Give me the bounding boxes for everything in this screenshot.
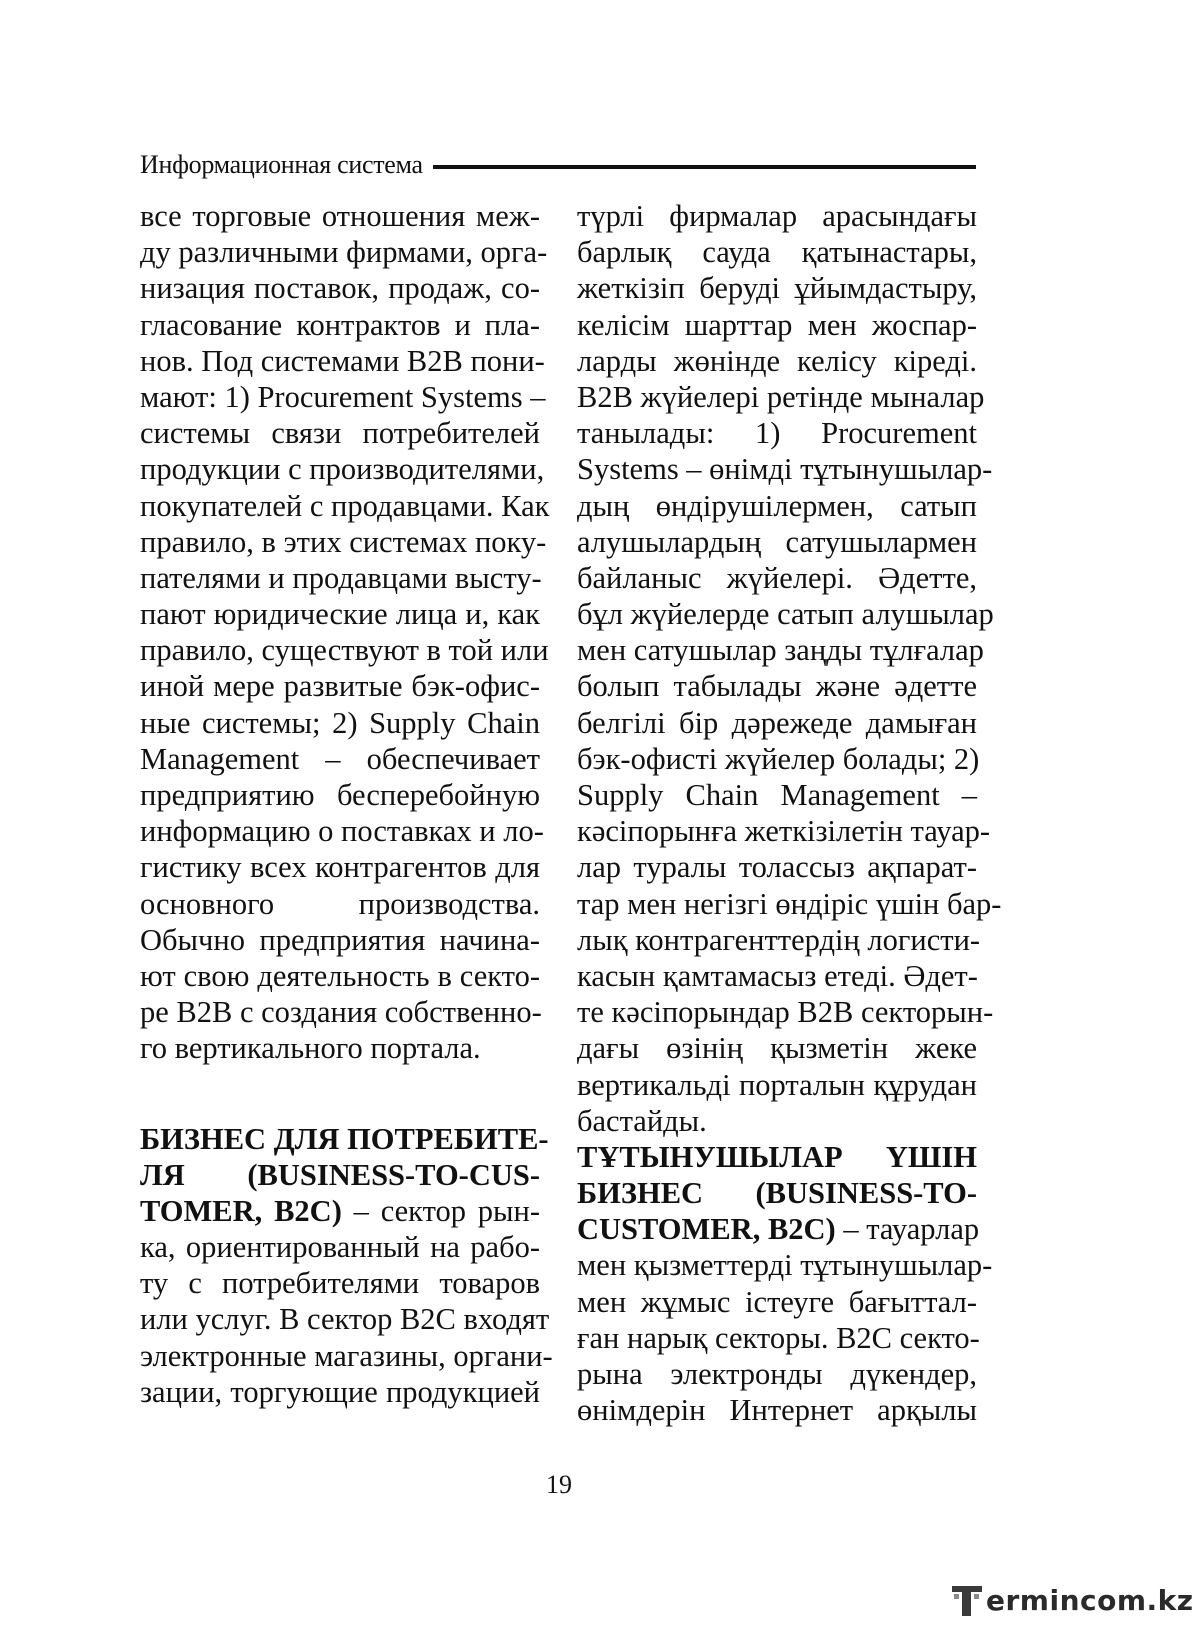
left-line-21: Обычно предприятия начина- (140, 922, 540, 957)
right-heading-line-2: БИЗНЕС (BUSINESS-TO- (577, 1176, 977, 1211)
left-heading-bold-tail: TOMER, B2C) (140, 1193, 342, 1228)
left-column (140, 198, 553, 1410)
right-line-22: касын қамтамасыз етеді. Әдет- (577, 958, 978, 993)
left-paragraph-gap (140, 1067, 540, 1121)
left-line-8: продукции с производителями, (140, 452, 545, 487)
right-after-line-3: ған нарық секторы. В2С секто- (577, 1320, 980, 1355)
left-line-24: го вертикального портала. (140, 1031, 481, 1066)
left-line-17: предприятию бесперебойную (140, 778, 540, 812)
left-after-line-1: ка, ориентированный на рабо- (140, 1230, 540, 1265)
left-after-line-3: или услуг. В сектор В2С входят (140, 1302, 550, 1337)
right-line-1: түрлі фирмалар арасындағы (577, 199, 977, 233)
left-line-11: пателями и продавцами высту- (140, 560, 542, 595)
left-after-line-4: электронные магазины, органи- (140, 1338, 553, 1373)
header-title: Информационная система (140, 150, 423, 179)
left-line-19: гистику всех контрагентов для (140, 850, 540, 885)
right-heading-line-3 (577, 1211, 980, 1247)
left-line-14: иной мере развитые бэк-офис- (140, 669, 540, 704)
right-after-line-1: мен қызметтерді тұтынушылар- (577, 1248, 993, 1283)
left-line-1: все торговые отношения меж- (140, 199, 540, 233)
left-after-line-2: ту с потребителями товаров (140, 1266, 540, 1301)
left-line-4: гласование контрактов и пла- (140, 307, 540, 342)
right-line-24: дағы өзінің қызметін жеке (577, 1031, 977, 1066)
left-line-3: низация поставок, продаж, со- (140, 271, 540, 306)
right-line-11: байланыс жүйелері. Әдетте, (577, 560, 977, 595)
left-line-18: информацию о поставках и ло- (140, 814, 544, 849)
right-line-19: лар туралы толассыз ақпарат- (577, 850, 977, 885)
right-line-6: В2В жүйелері ретінде мыналар (577, 379, 985, 414)
right-line-20: тар мен негізгі өндіріс үшін бар- (577, 886, 1002, 921)
left-line-10: правило, в этих системах поку- (140, 524, 547, 559)
header-rule (433, 165, 976, 169)
watermark-text: ermincom.kz (986, 1583, 1194, 1617)
left-line-13: правило, существуют в той или (140, 633, 549, 668)
right-heading-bold-tail: CUSTOMER, B2C) (577, 1212, 836, 1247)
right-line-10: алушылардың сатушылармен (577, 524, 977, 559)
right-line-4: келісім шарттар мен жоспар- (577, 307, 977, 342)
right-line-2: барлық сауда қатынастары, (577, 235, 977, 270)
right-after-line-5: өнімдерін Интернет арқылы (577, 1393, 977, 1428)
left-line-22: ют свою деятельность в секто- (140, 958, 540, 993)
right-line-16: бэк-офисті жүйелер болады; 2) (577, 741, 980, 776)
right-heading-tail-rest: – тауарлар (835, 1212, 980, 1247)
right-line-23: те кәсіпорындар В2В секторын- (577, 995, 994, 1030)
right-line-8: Systems – өнімді тұтынушылар- (577, 452, 993, 487)
right-line-12: бұл жүйелерде сатып алушылар (577, 597, 994, 632)
left-heading-line-2: ЛЯ (BUSINESS-TO-CUS- (140, 1157, 540, 1192)
left-line-16: Management – обеспечивает (140, 741, 540, 776)
right-column (577, 198, 1002, 1428)
left-after-line-5: зации, торгующие продукцией (140, 1374, 540, 1409)
right-line-15: белгілі бір дәрежеде дамыған (577, 705, 977, 740)
left-line-12: пают юридические лица и, как (140, 597, 540, 632)
left-line-6: мают: 1) Procurement Systems – (140, 379, 546, 414)
right-line-13: мен сатушылар заңды тұлғалар (577, 633, 984, 668)
left-line-9: покупателей с продавцами. Как (140, 488, 550, 523)
right-after-line-4: рына электронды дүкендер, (577, 1357, 977, 1391)
right-heading-line-1: ТҰТЫНУШЫЛАР ҮШІН (577, 1139, 977, 1174)
page-number: 19 (546, 1470, 572, 1499)
terminkom-logo-icon (950, 1582, 986, 1618)
right-line-25: вертикальді порталын құрудан (577, 1067, 977, 1102)
left-heading-line-3 (140, 1193, 540, 1229)
left-line-7: системы связи потребителей (140, 416, 540, 451)
left-line-5: нов. Под системами В2В пони- (140, 343, 545, 378)
right-line-3: жеткізіп беруді ұйымдастыру, (577, 271, 977, 306)
left-line-20: основного производства. (140, 886, 540, 921)
right-line-26: бастайды. (577, 1103, 707, 1138)
running-header (140, 148, 976, 182)
right-line-5: ларды жөнінде келісу кіреді. (577, 343, 977, 378)
right-line-9: дың өндірушілермен, сатып (577, 488, 977, 523)
right-line-18: кәсіпорынға жеткізілетін тауар- (577, 814, 991, 849)
left-heading-line-1: БИЗНЕС ДЛЯ ПОТРЕБИТЕ- (140, 1121, 549, 1156)
left-line-15: ные системы; 2) Supply Chain (140, 705, 540, 740)
right-line-17: Supply Chain Management – (577, 778, 977, 812)
right-line-14: болып табылады және әдетте (577, 669, 977, 704)
left-line-2: ду различными фирмами, орга- (140, 235, 548, 270)
right-line-7: танылады: 1) Procurement (577, 416, 977, 451)
left-heading-tail-rest: – сектор рын- (341, 1193, 541, 1228)
right-line-21: лық контрагенттердің логисти- (577, 922, 981, 957)
left-line-23: ре В2В с создания собственно- (140, 995, 542, 1030)
right-after-line-2: мен жұмыс істеуге бағыттал- (577, 1284, 977, 1319)
terminkom-watermark (950, 1578, 1194, 1622)
